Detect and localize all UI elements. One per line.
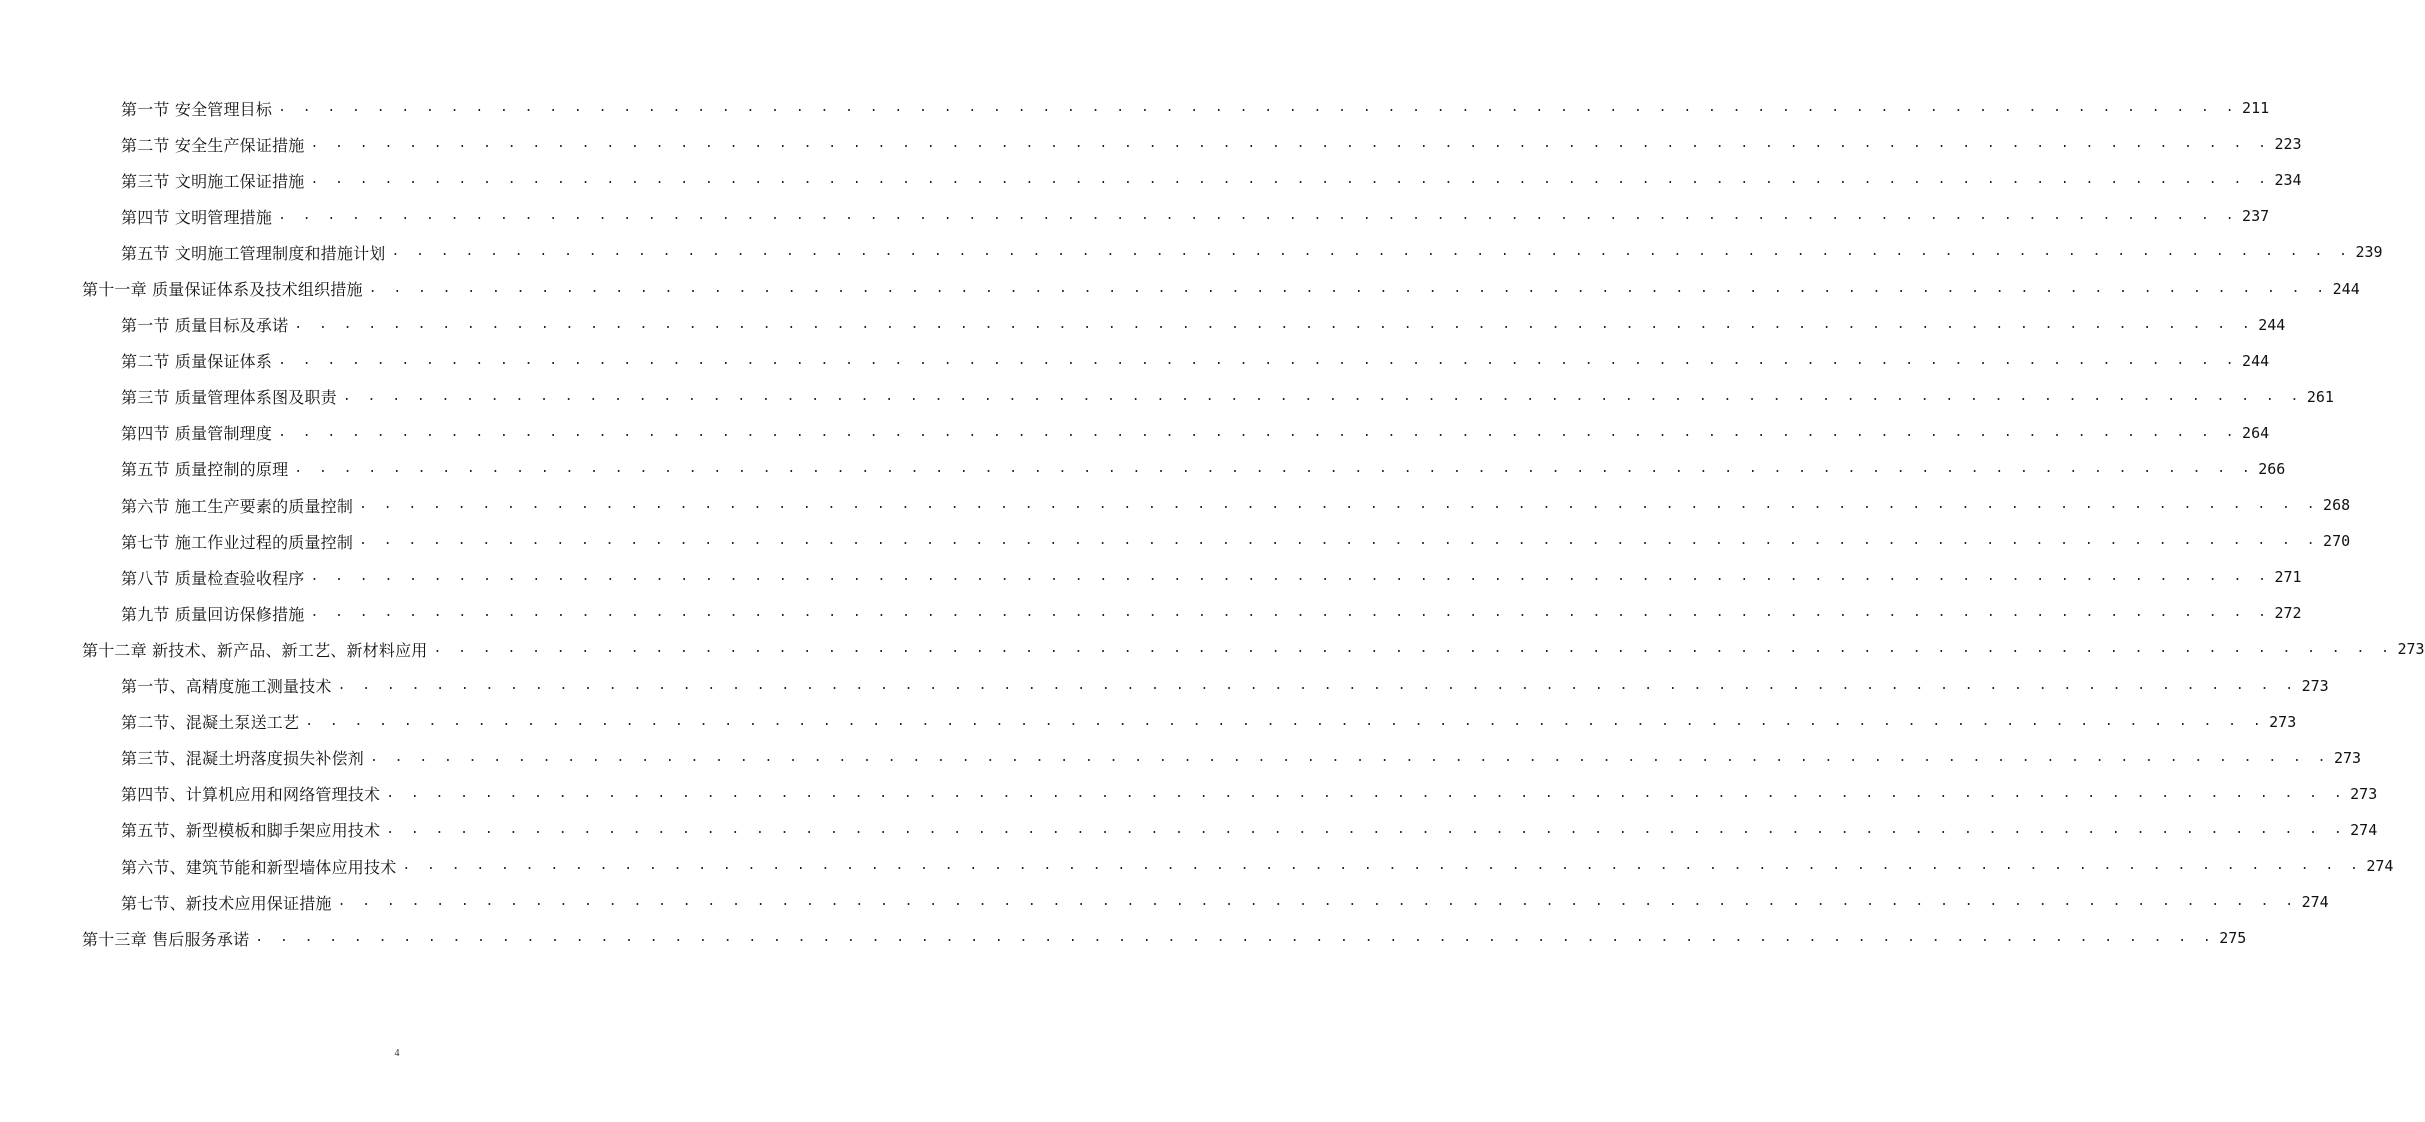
toc-entry-title: 第六节 施工生产要素的质量控制 xyxy=(121,494,355,517)
toc-entry-page: 271 xyxy=(2274,568,2302,587)
toc-leader-dots: . . . . . . . . . . . . . . . . . . . . . . . . . . . . . . . . . . . . . . . . . . . . . . . . . . . . . . . . . . . . . . . . . . . . . . . . . . . . . . . . xyxy=(294,316,2255,332)
toc-leader-dots: . . . . . . . . . . . . . . . . . . . . . . . . . . . . . . . . . . . . . . . . . . . . . . . . . . . . . . . . . . . . . . . . . . . . . . . . . . . . . . . . xyxy=(278,352,2239,368)
toc-leader-dots: . . . . . . . . . . . . . . . . . . . . . . . . . . . . . . . . . . . . . . . . . . . . . . . . . . . . . . . . . . . . . . . . . . . . . . . . . . . . . . . . xyxy=(370,749,2330,765)
toc-entry-page: 244 xyxy=(2242,351,2270,370)
toc-entry-page: 274 xyxy=(2301,893,2329,912)
toc-entry-title: 第六节、建筑节能和新型墙体应用技术 xyxy=(121,855,398,878)
toc-entry-page: 270 xyxy=(2323,532,2351,551)
toc-section-entry[interactable] xyxy=(0,740,2362,776)
toc-entry-page: 223 xyxy=(2274,135,2302,154)
toc-entry-page: 244 xyxy=(2332,279,2360,298)
toc-leader-dots: . . . . . . . . . . . . . . . . . . . . . . . . . . . . . . . . . . . . . . . . . . . . . . . . . . . . . . . . . . . . . . . . . . . . . . . . . . . . . . . . xyxy=(337,894,2298,910)
toc-entry-page: 273 xyxy=(2333,748,2362,767)
toc-entry-page: 272 xyxy=(2274,604,2302,623)
toc-entry-title: 第三节、混凝土坍落度损失补偿剂 xyxy=(121,746,366,769)
toc-leader-dots: . . . . . . . . . . . . . . . . . . . . . . . . . . . . . . . . . . . . . . . . . . . . . . . . . . . . . . . . . . . . . . . . . . . . . . . . . . . . . . . . xyxy=(278,208,2239,224)
toc-leader-dots: . . . . . . . . . . . . . . . . . . . . . . . . . . . . . . . . . . . . . . . . . . . . . . . . . . . . . . . . . . . . . . . . . . . . . . . . . . . . . . . . xyxy=(294,460,2255,476)
toc-entry-title: 第四节 文明管理措施 xyxy=(121,205,274,228)
toc-section-entry[interactable] xyxy=(0,234,2383,270)
toc-entry-title: 第七节 施工作业过程的质量控制 xyxy=(121,530,355,553)
toc-entry-page: 239 xyxy=(2355,243,2383,262)
toc-section-entry[interactable] xyxy=(0,812,2378,848)
toc-section-entry[interactable] xyxy=(0,379,2334,415)
toc-entry-page: 264 xyxy=(2242,423,2270,442)
toc-entry-title: 第三节 文明施工保证措施 xyxy=(121,169,307,192)
toc-leader-dots: . . . . . . . . . . . . . . . . . . . . . . . . . . . . . . . . . . . . . . . . . . . . . . . . . . . . . . . . . . . . . . . . . . . . . . . . . . . . . . . . xyxy=(391,244,2352,260)
toc-entry-page: 274 xyxy=(2366,857,2394,876)
toc-entry-title: 第五节 质量控制的原理 xyxy=(121,457,290,480)
toc-entry-title: 第五节、新型模板和脚手架应用技术 xyxy=(121,818,382,841)
toc-leader-dots: . . . . . . . . . . . . . . . . . . . . . . . . . . . . . . . . . . . . . . . . . . . . . . . . . . . . . . . . . . . . . . . . . . . . . . . . . . . . . . . . xyxy=(255,930,2216,946)
toc-entry-title: 第十一章 质量保证体系及技术组织措施 xyxy=(82,277,365,300)
toc-leader-dots: . . . . . . . . . . . . . . . . . . . . . . . . . . . . . . . . . . . . . . . . . . . . . . . . . . . . . . . . . . . . . . . . . . . . . . . . . . . . . . . . xyxy=(310,172,2271,188)
toc-section-entry[interactable] xyxy=(0,126,2302,162)
toc-entry-page: 261 xyxy=(2306,387,2334,406)
toc-section-entry[interactable] xyxy=(0,415,2270,451)
toc-entry-title: 第二节、混凝土泵送工艺 xyxy=(121,710,301,733)
toc-entry-page: 275 xyxy=(2219,929,2247,948)
toc-entry-title: 第二节 质量保证体系 xyxy=(121,349,274,372)
toc-entry-page: 266 xyxy=(2258,459,2286,478)
toc-leader-dots: . . . . . . . . . . . . . . . . . . . . . . . . . . . . . . . . . . . . . . . . . . . . . . . . . . . . . . . . . . . . . . . . . . . . . . . . . . . . . . . . xyxy=(310,136,2271,152)
toc-leader-dots: . . . . . . . . . . . . . . . . . . . . . . . . . . . . . . . . . . . . . . . . . . . . . . . . . . . . . . . . . . . . . . . . . . . . . . . . . . . . . . . . xyxy=(402,858,2363,874)
toc-entry-page: 244 xyxy=(2258,315,2286,334)
toc-entry-page: 273 xyxy=(2397,640,2425,659)
toc-leader-dots: . . . . . . . . . . . . . . . . . . . . . . . . . . . . . . . . . . . . . . . . . . . . . . . . . . . . . . . . . . . . . . . . . . . . . . . . . . . . . . . . xyxy=(359,533,2320,549)
toc-entry-page: 234 xyxy=(2274,171,2302,190)
toc-leader-dots: . . . . . . . . . . . . . . . . . . . . . . . . . . . . . . . . . . . . . . . . . . . . . . . . . . . . . . . . . . . . . . . . . . . . . . . . . . . . . . . . xyxy=(310,569,2271,585)
toc-entry-title: 第十三章 售后服务承诺 xyxy=(82,927,251,950)
toc-chapter-entry[interactable] xyxy=(0,631,2425,667)
page-number: 4 xyxy=(394,1048,400,1059)
toc-section-entry[interactable] xyxy=(0,776,2378,812)
toc-section-entry[interactable] xyxy=(0,848,2394,884)
toc-section-entry[interactable] xyxy=(0,523,2351,559)
toc-entry-title: 第十二章 新技术、新产品、新工艺、新材料应用 xyxy=(82,638,430,661)
toc-section-entry[interactable] xyxy=(0,307,2286,343)
toc-leader-dots: . . . . . . . . . . . . . . . . . . . . . . . . . . . . . . . . . . . . . . . . . . . . . . . . . . . . . . . . . . . . . . . . . . . . . . . . . . . . . . . . xyxy=(386,821,2347,837)
toc-leader-dots: . . . . . . . . . . . . . . . . . . . . . . . . . . . . . . . . . . . . . . . . . . . . . . . . . . . . . . . . . . . . . . . . . . . . . . . . . . . . . . . . xyxy=(433,641,2394,657)
toc-chapter-entry[interactable] xyxy=(0,270,2360,306)
toc-entry-page: 273 xyxy=(2350,784,2378,803)
toc-entry-title: 第二节 安全生产保证措施 xyxy=(121,133,307,156)
toc-entry-title: 第一节、高精度施工测量技术 xyxy=(121,674,334,697)
toc-leader-dots: . . . . . . . . . . . . . . . . . . . . . . . . . . . . . . . . . . . . . . . . . . . . . . . . . . . . . . . . . . . . . . . . . . . . . . . . . . . . . . . . xyxy=(359,497,2320,513)
toc-entry-title: 第八节 质量检查验收程序 xyxy=(121,566,307,589)
toc-leader-dots: . . . . . . . . . . . . . . . . . . . . . . . . . . . . . . . . . . . . . . . . . . . . . . . . . . . . . . . . . . . . . . . . . . . . . . . . . . . . . . . . xyxy=(305,713,2266,729)
toc-leader-dots: . . . . . . . . . . . . . . . . . . . . . . . . . . . . . . . . . . . . . . . . . . . . . . . . . . . . . . . . . . . . . . . . . . . . . . . . . . . . . . . . xyxy=(278,100,2239,116)
toc-leader-dots: . . . . . . . . . . . . . . . . . . . . . . . . . . . . . . . . . . . . . . . . . . . . . . . . . . . . . . . . . . . . . . . . . . . . . . . . . . . . . . . . xyxy=(342,388,2303,404)
toc-entry-title: 第九节 质量回访保修措施 xyxy=(121,602,307,625)
toc-entry-title: 第四节、计算机应用和网络管理技术 xyxy=(121,782,382,805)
toc-section-entry[interactable] xyxy=(0,343,2270,379)
toc-section-entry[interactable] xyxy=(0,704,2297,740)
toc-entry-title: 第三节 质量管理体系图及职责 xyxy=(121,385,339,408)
toc-section-entry[interactable] xyxy=(0,198,2270,234)
toc-section-entry[interactable] xyxy=(0,487,2351,523)
table-of-contents xyxy=(0,90,2425,956)
toc-leader-dots: . . . . . . . . . . . . . . . . . . . . . . . . . . . . . . . . . . . . . . . . . . . . . . . . . . . . . . . . . . . . . . . . . . . . . . . . . . . . . . . . xyxy=(386,785,2347,801)
toc-leader-dots: . . . . . . . . . . . . . . . . . . . . . . . . . . . . . . . . . . . . . . . . . . . . . . . . . . . . . . . . . . . . . . . . . . . . . . . . . . . . . . . . xyxy=(337,677,2298,693)
toc-section-entry[interactable] xyxy=(0,162,2302,198)
toc-leader-dots: . . . . . . . . . . . . . . . . . . . . . . . . . . . . . . . . . . . . . . . . . . . . . . . . . . . . . . . . . . . . . . . . . . . . . . . . . . . . . . . . xyxy=(278,424,2239,440)
toc-section-entry[interactable] xyxy=(0,559,2302,595)
toc-section-entry[interactable] xyxy=(0,90,2270,126)
toc-chapter-entry[interactable] xyxy=(0,920,2247,956)
toc-entry-page: 273 xyxy=(2301,676,2329,695)
toc-section-entry[interactable] xyxy=(0,668,2329,704)
toc-entry-title: 第七节、新技术应用保证措施 xyxy=(121,891,334,914)
toc-leader-dots: . . . . . . . . . . . . . . . . . . . . . . . . . . . . . . . . . . . . . . . . . . . . . . . . . . . . . . . . . . . . . . . . . . . . . . . . . . . . . . . . xyxy=(310,605,2271,621)
toc-leader-dots: . . . . . . . . . . . . . . . . . . . . . . . . . . . . . . . . . . . . . . . . . . . . . . . . . . . . . . . . . . . . . . . . . . . . . . . . . . . . . . . . xyxy=(368,280,2329,296)
toc-section-entry[interactable] xyxy=(0,884,2329,920)
toc-entry-page: 273 xyxy=(2269,712,2297,731)
toc-section-entry[interactable] xyxy=(0,451,2286,487)
toc-entry-page: 268 xyxy=(2323,496,2351,515)
toc-section-entry[interactable] xyxy=(0,595,2302,631)
toc-entry-page: 274 xyxy=(2350,820,2378,839)
toc-entry-title: 第五节 文明施工管理制度和措施计划 xyxy=(121,241,388,264)
toc-entry-title: 第一节 质量目标及承诺 xyxy=(121,313,290,336)
toc-entry-page: 211 xyxy=(2242,99,2270,118)
toc-entry-title: 第一节 安全管理目标 xyxy=(121,97,274,120)
toc-entry-title: 第四节 质量管制理度 xyxy=(121,421,274,444)
toc-entry-page: 237 xyxy=(2242,207,2270,226)
